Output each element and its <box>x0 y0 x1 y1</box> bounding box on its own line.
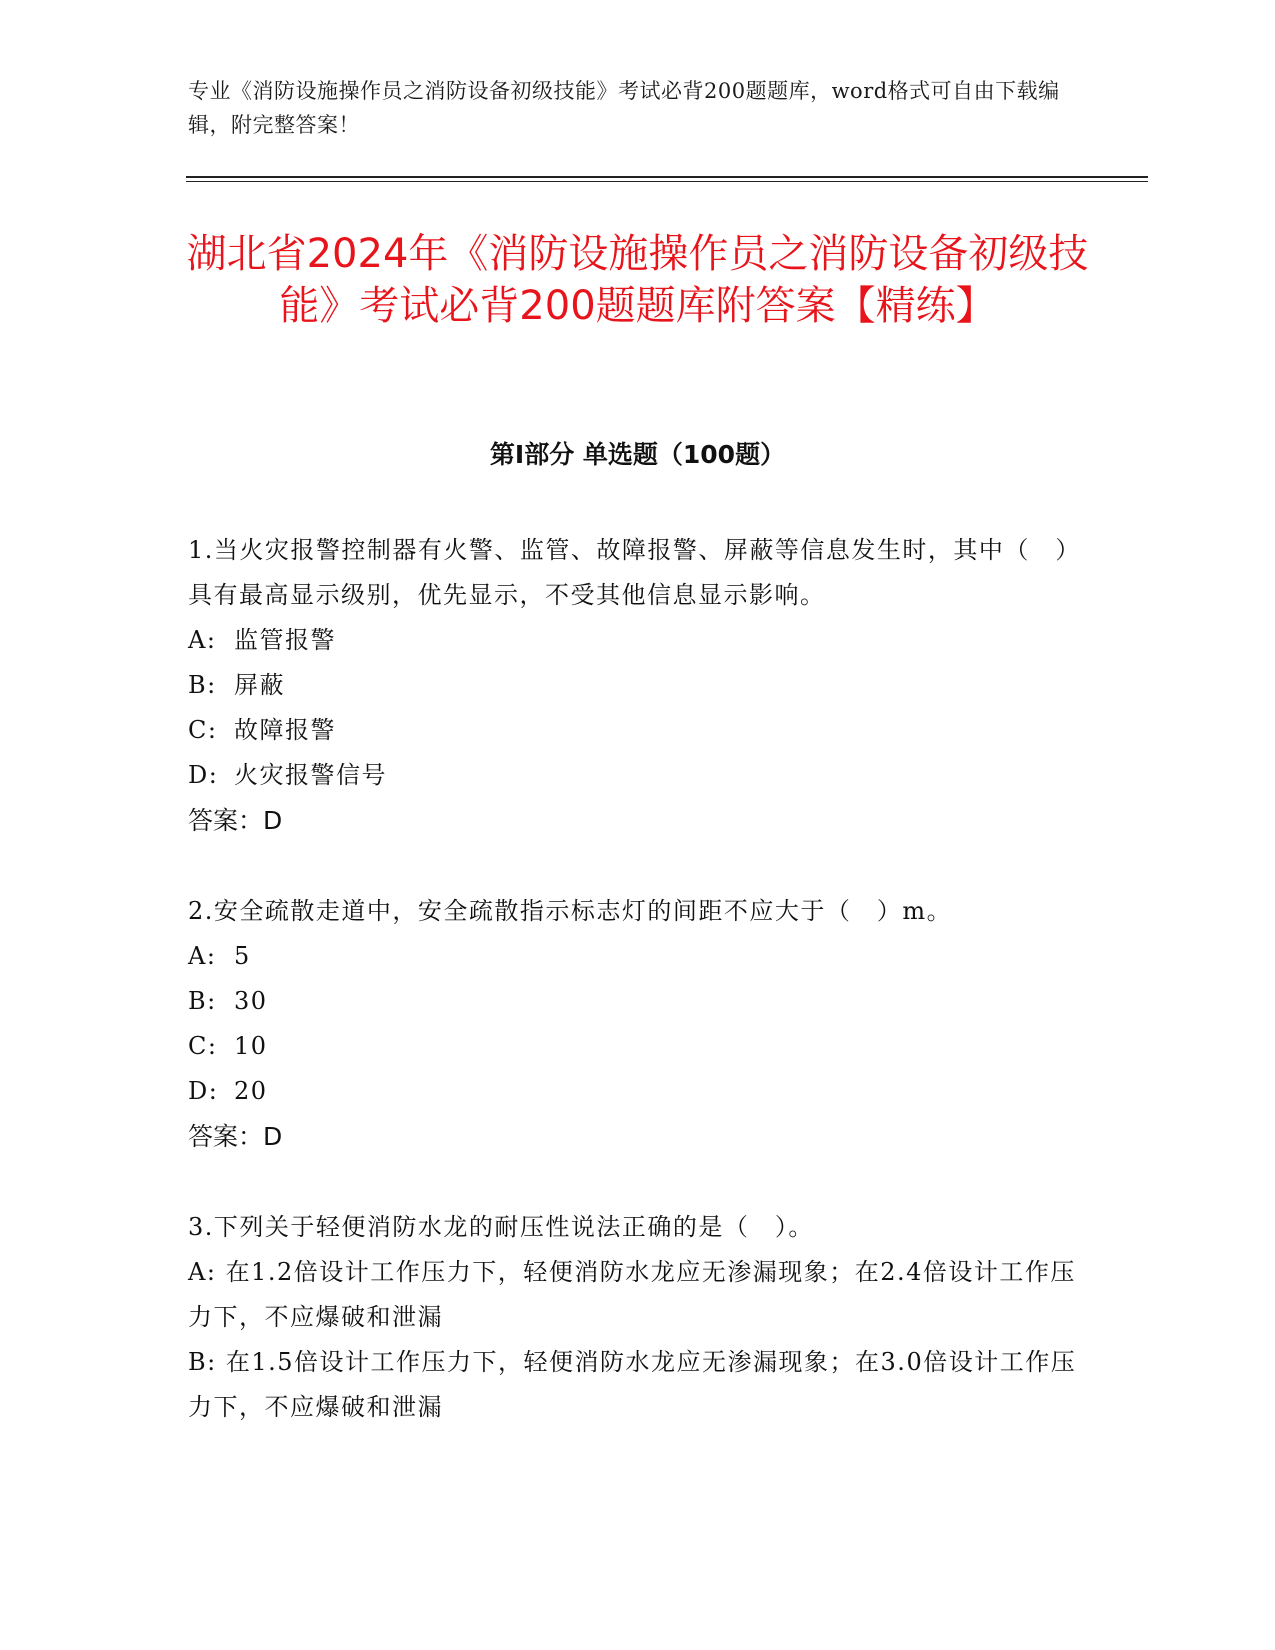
question-3 <box>188 1205 1078 1430</box>
option-b <box>188 979 1078 1024</box>
section-heading: 第I部分 单选题（100题） <box>489 440 786 469</box>
option-d <box>188 753 1078 798</box>
option-key: A: <box>188 942 217 970</box>
answer-line: 答案：D <box>188 1122 283 1151</box>
option-text: 5 <box>234 942 251 970</box>
option-key: B: <box>188 671 217 699</box>
option-c <box>188 1024 1078 1069</box>
question-stem: 3.下列关于轻便消防水龙的耐压性说法正确的是（ ）。 <box>188 1213 814 1241</box>
option-key: A: <box>188 1258 217 1286</box>
option-key: A: <box>188 626 217 654</box>
option-b <box>188 663 1078 708</box>
option-text: 在1.5倍设计工作压力下，轻便消防水龙应无渗漏现象；在3.0倍设计工作压力下，不应爆破和泄漏 <box>188 1348 1077 1421</box>
option-c <box>188 708 1078 753</box>
option-text: 10 <box>234 1032 268 1060</box>
question-stem: 1.当火灾报警控制器有火警、监管、故障报警、屏蔽等信息发生时，其中（ ）具有最高显示级别，优先显示，不受其他信息显示影响。 <box>188 536 1069 609</box>
question-list <box>188 528 1078 1476</box>
option-b <box>188 1340 1078 1430</box>
option-text: 故障报警 <box>234 716 336 744</box>
option-key: D: <box>188 1077 219 1105</box>
option-text: 监管报警 <box>234 626 336 654</box>
header-note: 专业《消防设施操作员之消防设备初级技能》考试必背200题题库，word格式可自由下载编辑，附完整答案！ <box>188 79 1060 137</box>
option-key: D: <box>188 761 219 789</box>
question-stem: 2.安全疏散走道中，安全疏散指示标志灯的间距不应大于（ ）m。 <box>188 897 953 925</box>
option-key: B: <box>188 1348 217 1376</box>
option-text: 30 <box>234 987 268 1015</box>
option-a <box>188 1250 1078 1340</box>
option-text: 屏蔽 <box>234 671 285 699</box>
option-key: C: <box>188 1032 218 1060</box>
option-a <box>188 618 1078 663</box>
option-key: B: <box>188 987 217 1015</box>
question-2 <box>188 889 1078 1159</box>
option-d <box>188 1069 1078 1114</box>
answer-line: 答案：D <box>188 806 283 835</box>
option-text: 在1.2倍设计工作压力下，轻便消防水龙应无渗漏现象；在2.4倍设计工作压力下，不应爆破和泄漏 <box>188 1258 1076 1331</box>
option-text: 火灾报警信号 <box>234 761 387 789</box>
document-title: 湖北省2024年《消防设施操作员之消防设备初级技能》考试必背200题题库附答案【精练】 <box>186 231 1089 329</box>
header-divider-thin <box>186 181 1148 182</box>
question-1 <box>188 528 1078 843</box>
option-a <box>188 934 1078 979</box>
option-text: 20 <box>234 1077 268 1105</box>
option-key: C: <box>188 716 218 744</box>
header-divider-thick <box>186 176 1148 178</box>
